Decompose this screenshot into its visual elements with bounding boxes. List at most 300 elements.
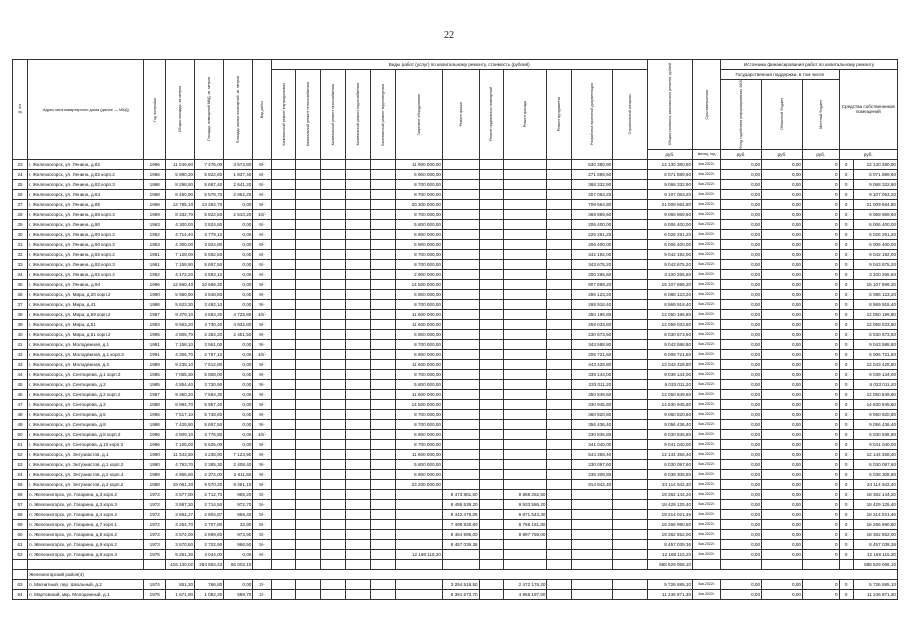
row-work-empty [321,399,346,409]
row-foundation [547,389,572,399]
row-work-empty [321,419,346,429]
row-work-empty [271,319,296,329]
row-fund: 0,00 [721,429,762,439]
row-roof [442,179,479,189]
row-number: 26 [13,189,28,199]
row-total-area: 6 894,70 [166,399,195,409]
row-number: 25 [13,179,28,189]
row-project-docs: 206 400,00 [572,239,613,249]
row-deadline: 4кв.2022г. [693,509,721,519]
row-address: г. Железногорск, ул. Ленина, д.92 корп.3 [28,259,144,269]
row-deadline: 4кв.2022г. [693,269,721,279]
row-basement [479,479,504,489]
district-empty [13,569,28,579]
row-work-empty [271,509,296,519]
row-owners: 18 362 652,00 [853,529,897,539]
row-basement [479,329,504,339]
row-facade [504,199,547,209]
row-work-empty [321,219,346,229]
table-row [13,529,898,539]
row-address: г. Железногорск, ул. Ленина, д.94 [28,279,144,289]
row-project-docs [572,529,613,539]
row-basement [479,509,504,519]
row-area-resident: 0,00 [224,429,253,439]
table-row [13,579,898,589]
row-roof [442,319,479,329]
row-basement [479,539,504,549]
row-number: 47 [13,399,28,409]
row-basement [479,529,504,539]
row-roof [442,409,479,419]
row-vid: 10/- [253,349,271,359]
row-lift: 11 600 000,00 [395,319,442,329]
table-row [13,269,898,279]
row-work-empty [370,239,395,249]
row-owners-zero: 0 [839,479,853,489]
row-owners-zero: 0 [839,209,853,219]
row-deadline: 4кв.2022г. [693,479,721,489]
row-project-docs: 206 400,00 [572,219,613,229]
row-number: 48 [13,409,28,419]
row-lift: 5 900 000,00 [395,169,442,179]
row-owners-zero: 0 [839,239,853,249]
row-address: г. Железногорск, ул. Сентюрева, д.8 [28,419,144,429]
row-work-empty [271,409,296,419]
row-oblast: 0,00 [762,229,803,239]
row-work-empty [271,499,296,509]
row-work-empty [296,379,321,389]
row-vid: 6/- [253,219,271,229]
row-work-empty [296,249,321,259]
row-fund: 0,00 [721,159,762,169]
row-foundation [547,159,572,169]
row-vid: 9/- [253,379,271,389]
row-cost: 8 969 918,40 [647,299,692,309]
row-basement [479,349,504,359]
row-vid: 2/- [253,579,271,589]
row-lift: 11 600 000,00 [395,309,442,319]
table-row [13,479,898,489]
row-lift: 23 200 000,00 [395,479,442,489]
row-work-empty [271,249,296,259]
total-empty [345,559,370,569]
row-owners: 3 100 265,60 [853,269,897,279]
row-work-empty [296,349,321,359]
row-number: 64 [13,589,28,599]
row-work-empty [321,359,346,369]
row-owners: 24 114 942,40 [853,479,897,489]
row-number: 27 [13,199,28,209]
row-owners: 12 130 380,90 [853,159,897,169]
row-deadline: 4кв.2022г. [693,329,721,339]
row-work-empty [296,539,321,549]
row-lift: 11 900 000,00 [395,159,442,169]
row-work-empty [370,319,395,329]
row-work-empty [296,459,321,469]
row-work-empty [321,489,346,499]
row-facade [504,449,547,459]
row-vid: 9/- [253,449,271,459]
row-project-docs: 356 436,40 [572,419,613,429]
row-owners: 8 457 039,36 [853,539,897,549]
row-facade [504,419,547,429]
row-area-owned: 3 730,90 [195,379,224,389]
row-deadline: 4кв.2022г. [693,209,721,219]
row-area-resident: 0,00 [224,399,253,409]
row-vid: 10/- [253,429,271,439]
row-owners: 6 006 400,00 [853,219,897,229]
row-construction-control [613,249,648,259]
row-work-empty [321,439,346,449]
row-construction-control [613,339,648,349]
row-area-resident: 0,00 [224,259,253,269]
row-total-area: 4 809,10 [166,429,195,439]
row-lift [395,499,442,509]
row-cost: 12 050 196,80 [647,309,692,319]
row-roof [442,189,479,199]
header-deadline: Срок завершения [693,60,721,150]
row-work-empty [296,439,321,449]
row-work-empty [345,179,370,189]
row-local: 0 [802,329,839,339]
row-roof [442,209,479,219]
row-oblast: 0,00 [762,369,803,379]
row-owners-zero: 0 [839,289,853,299]
row-work-empty [345,469,370,479]
row-construction-control [613,379,648,389]
row-cost: 12 050 849,60 [647,389,692,399]
row-owners-zero: 0 [839,339,853,349]
row-construction-control [613,229,648,239]
row-cost: 9 107 063,20 [647,189,692,199]
row-lift [395,509,442,519]
header-unit-oblast: руб. [762,149,803,159]
row-year: 1974 [144,579,166,589]
row-roof [442,439,479,449]
row-vid: 9/- [253,419,271,429]
row-year: 1987 [144,309,166,319]
row-oblast: 0,00 [762,549,803,559]
row-total-area: 5 960,90 [166,289,195,299]
row-work-empty [321,259,346,269]
header-unit-local: руб. [802,149,839,159]
row-lift: 5 800 000,00 [395,289,442,299]
row-fund: 0,00 [721,399,762,409]
total-area: 416 130,02 [166,559,195,569]
row-work-empty [370,249,395,259]
row-construction-control [613,159,648,169]
row-oblast: 0,00 [762,589,803,599]
row-year: 1973 [144,539,166,549]
row-fund: 0,00 [721,209,762,219]
row-project-docs: 230 836,80 [572,429,613,439]
row-oblast: 0,00 [762,209,803,219]
row-work-empty [321,169,346,179]
row-work-empty [321,279,346,289]
row-local: 0 [802,299,839,309]
row-foundation [547,399,572,409]
row-facade [504,389,547,399]
row-fund: 0,00 [721,479,762,489]
row-foundation [547,579,572,589]
row-owners-zero: 0 [839,299,853,309]
row-roof [442,399,479,409]
row-deadline: 4кв.2022г. [693,459,721,469]
row-vid: 6/- [253,239,271,249]
row-year: 1969 [144,209,166,219]
row-local: 0 [802,509,839,519]
row-area-owned: 5 662,50 [195,249,224,259]
row-deadline: 4кв.2022г. [693,469,721,479]
row-facade: 9 871 543,30 [504,509,547,519]
row-address: г. Железногорск, ул. Энтузиастов, д.2 корп.2 [28,479,144,489]
row-work-empty [370,169,395,179]
table-row [13,229,898,239]
row-owners: 6 030 836,80 [853,429,897,439]
row-project-docs: 443 428,80 [572,359,613,369]
row-foundation [547,379,572,389]
header-work-5: Капитальный ремонт водоотведения [370,70,395,160]
header-works-group: Виды работ (услуг) по капитальному ремонту, стоимость (рублей) [271,60,647,70]
row-basement [479,579,504,589]
row-project-docs: 269 918,40 [572,299,613,309]
total-empty [395,559,442,569]
row-year: 1989 [144,469,166,479]
total-empty [271,559,296,569]
row-number: 59 [13,519,28,529]
row-area-resident: 0,00 [224,289,253,299]
row-cost: 14 830 945,60 [647,399,692,409]
row-work-empty [296,199,321,209]
row-address: г. Железногорск, ул. Мира, д.59 корп.2 [28,309,144,319]
row-lift: 8 700 000,00 [395,299,442,309]
row-number: 52 [13,449,28,459]
row-work-empty [345,459,370,469]
row-roof: 8 495 539,20 [442,499,479,509]
row-address: п. Железногорск, ул. Гагарина, д.8 корп.2 [28,529,144,539]
row-address: г. Железногорск, ул. Энтузиастов, д.1 корп.2 [28,459,144,469]
row-roof [442,549,479,559]
row-oblast: 0,00 [762,189,803,199]
row-roof [442,379,479,389]
row-year: 1963 [144,219,166,229]
row-facade [504,179,547,189]
row-year: 1995 [144,329,166,339]
row-facade [504,339,547,349]
row-project-docs: 369 969,60 [572,209,613,219]
row-work-empty [345,579,370,589]
row-oblast: 0,00 [762,349,803,359]
row-number: 51 [13,439,28,449]
row-area-owned: 5 957,40 [195,399,224,409]
row-work-empty [296,499,321,509]
row-work-empty [296,529,321,539]
row-construction-control [613,269,648,279]
row-address: г. Железногорск, ул. Мира, д.20 корп.2 [28,289,144,299]
row-total-area: 4 714,40 [166,229,195,239]
row-lift: 11 600 000,00 [395,449,442,459]
row-fund: 0,00 [721,239,762,249]
row-foundation [547,359,572,369]
total-empty [762,559,803,569]
table-row [13,309,898,319]
row-year: 1972 [144,499,166,509]
row-number: 45 [13,379,28,389]
table-row [13,459,898,469]
row-work-empty [321,389,346,399]
row-work-empty [321,269,346,279]
row-total-area: 7 158,10 [166,339,195,349]
row-area-resident: 973,90 [224,529,253,539]
row-address: п. Мартовский, мкр. Молодежный, д.1 [28,589,144,599]
row-deadline: 4кв.2022г. [693,369,721,379]
row-basement [479,159,504,169]
row-vid: 9/- [253,479,271,489]
row-work-empty [296,409,321,419]
row-year: 1985 [144,369,166,379]
row-construction-control [613,439,648,449]
row-total-area: 11 343,50 [166,449,195,459]
table-row [13,179,898,189]
row-fund: 0,00 [721,499,762,509]
row-facade [504,309,547,319]
header-vid: Вид работ [253,60,271,160]
row-lift: 8 700 000,00 [395,369,442,379]
row-work-empty [370,459,395,469]
row-work-empty [321,499,346,509]
row-address: п. Железногорск, ул. Гагарина, д.3 корп.3 [28,499,144,509]
row-area-owned: 5 667,40 [195,179,224,189]
row-foundation [547,409,572,419]
row-area-resident: 2 408,40 [224,459,253,469]
row-local: 0 [802,579,839,589]
row-number: 54 [13,469,28,479]
row-vid: 5/- [253,539,271,549]
row-vid: 5/- [253,529,271,539]
row-owners-zero: 0 [839,219,853,229]
row-work-empty [345,249,370,259]
row-deadline: 4кв.2022г. [693,529,721,539]
row-address: п. Железногорск, ул. Гагарина, д.9 корп.3 [28,549,144,559]
total-empty [321,559,346,569]
row-foundation [547,189,572,199]
row-project-docs: 407 063,20 [572,189,613,199]
row-work-empty [370,529,395,539]
row-foundation [547,469,572,479]
row-basement [479,299,504,309]
row-area-resident: 0,00 [224,409,253,419]
header-local: Местный бюджет [802,80,839,150]
row-construction-control [613,199,648,209]
row-oblast: 0,00 [762,289,803,299]
row-project-docs: 450 849,60 [572,389,613,399]
row-facade: 2 472 176,20 [504,579,547,589]
row-lift: 8 700 000,00 [395,409,442,419]
row-work-empty [271,209,296,219]
row-year: 1988 [144,399,166,409]
row-area-owned: 3 561,00 [195,339,224,349]
row-project-docs: 238 308,80 [572,469,613,479]
row-roof [442,329,479,339]
row-owners: 6 038 308,80 [853,469,897,479]
row-oblast: 0,00 [762,319,803,329]
row-basement [479,199,504,209]
row-construction-control [613,349,648,359]
row-area-owned: 7 476,00 [195,159,224,169]
row-vid: 6/- [253,229,271,239]
row-work-empty [321,429,346,439]
row-total-area: 4 172,20 [166,269,195,279]
row-fund: 0,00 [721,369,762,379]
row-work-empty [345,189,370,199]
row-local: 0 [802,229,839,239]
row-year: 1968 [144,189,166,199]
row-deadline: 4кв.2022г. [693,249,721,259]
row-local: 0 [802,219,839,229]
row-work-empty [271,519,296,529]
row-area-owned: 4 044,00 [195,549,224,559]
row-construction-control [613,449,648,459]
row-year: 1968 [144,199,166,209]
row-basement [479,389,504,399]
row-work-empty [296,489,321,499]
row-work-empty [370,419,395,429]
total-empty [296,559,321,569]
row-facade: 4 855 197,60 [504,589,547,599]
row-area-resident: 0,00 [224,269,253,279]
row-owners-zero: 0 [839,179,853,189]
row-owners-zero: 0 [839,189,853,199]
row-oblast: 0,00 [762,399,803,409]
row-address: г. Железногорск, ул. Молодежная, д.2 [28,359,144,369]
row-area-owned: 1 082,20 [195,589,224,599]
table-row [13,299,898,309]
row-area-resident: 0,00 [224,279,253,289]
row-work-empty [345,549,370,559]
row-work-empty [345,199,370,209]
row-work-empty [296,509,321,519]
row-area-owned: 5 908,00 [195,369,224,379]
row-foundation [547,429,572,439]
row-construction-control [613,519,648,529]
row-work-empty [296,579,321,589]
row-number: 55 [13,479,28,489]
row-owners: 6 026 291,20 [853,229,897,239]
row-deadline: 4кв.2022г. [693,489,721,499]
row-work-empty [271,309,296,319]
row-total-area: 851,30 [166,579,195,589]
row-lift: 12 168 115,20 [395,549,442,559]
row-number: 43 [13,359,28,369]
row-facade [504,319,547,329]
row-total-area: 12 660,40 [166,279,195,289]
row-construction-control [613,589,648,599]
header-work-9: Ремонт фасада [504,70,547,160]
row-area-resident: 33,90 [224,519,253,529]
row-number: 58 [13,509,28,519]
row-work-empty [345,289,370,299]
row-deadline: 4кв.2022г. [693,169,721,179]
row-fund: 0,00 [721,249,762,259]
row-work-empty [345,479,370,489]
row-oblast: 0,00 [762,359,803,369]
row-year: 1962 [144,269,166,279]
row-lift: 8 700 000,00 [395,189,442,199]
row-work-empty [271,349,296,359]
row-area-resident: 7 123,90 [224,449,253,459]
row-area-resident: 0,00 [224,229,253,239]
total-empty [13,559,28,569]
